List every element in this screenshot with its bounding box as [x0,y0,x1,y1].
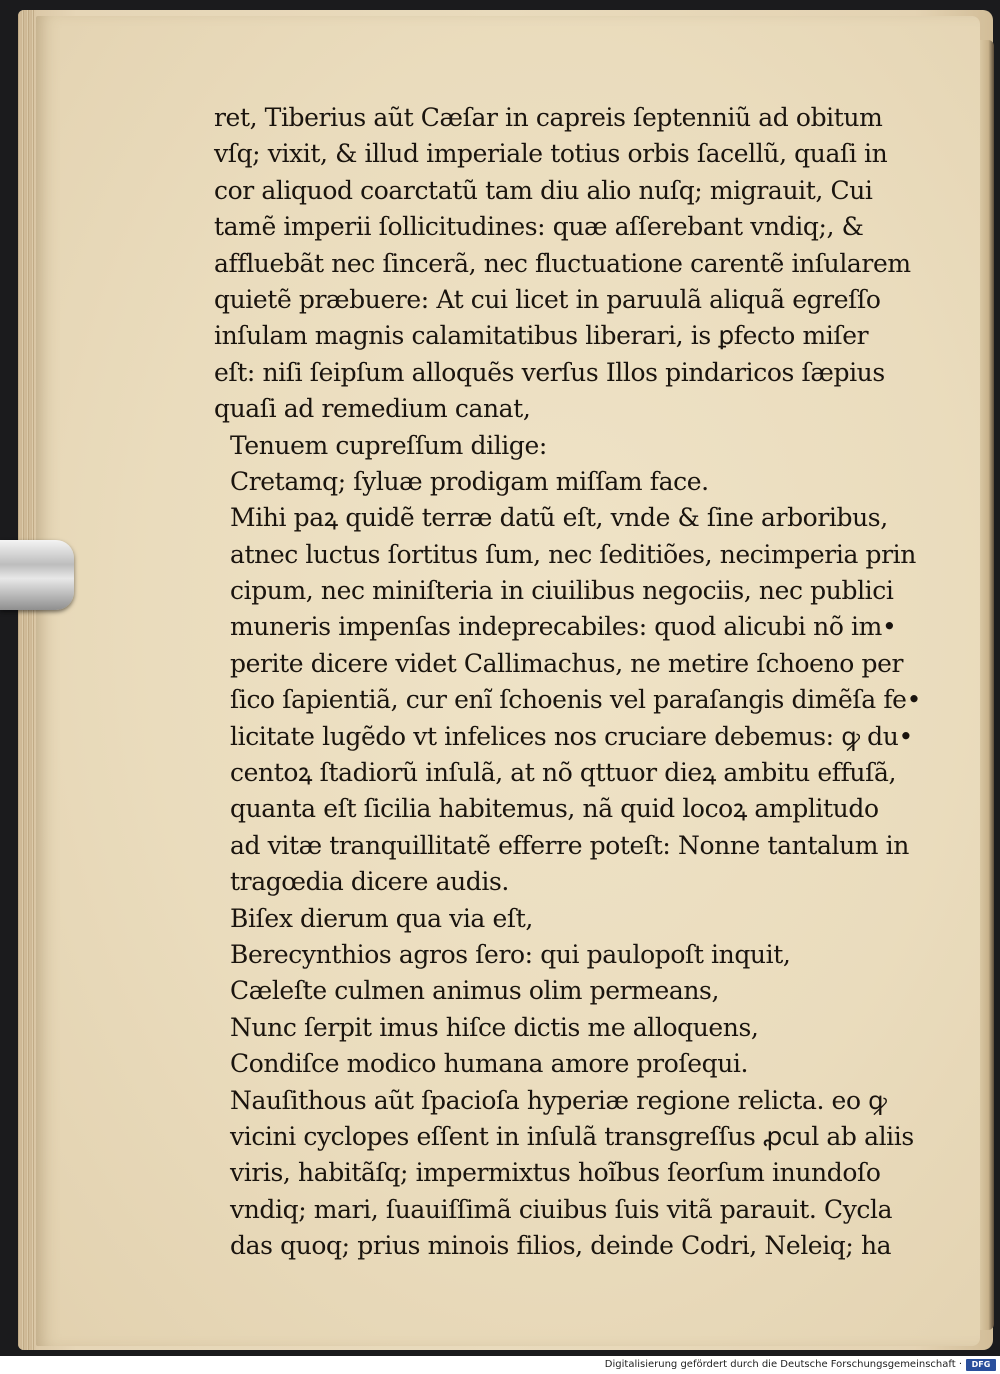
text-line: ſico ſapientiã, cur enĩ ſchoenis vel paraſangis dimẽſa fe• [230,685,921,715]
text-line: vndiq; mari, ſuauiſſimã ciuibus ſuis vitã parauit. Cycla [230,1194,893,1224]
text-line: vſq; vixit, & illud imperiale totius orbis ſacellũ, quaſi in [214,139,888,169]
page-edges [18,10,34,1350]
text-line: affluebãt nec ſincerã, nec fluctuatione carentẽ inſularem [214,248,911,278]
text-line: Mihi paꝝ quidẽ terræ datũ eſt, vnde & ſine arboribus, [230,503,888,533]
text-line: Nauſithous aũt ſpacioſa hyperiæ regione relicta. eo ꝙ [230,1085,887,1115]
text-line: Berecynthios agros ſero: qui paulopoſt inquit, [230,939,791,969]
text-line: inſulam magnis calamitatibus liberari, is ꝑfecto miſer [214,321,869,351]
text-line: vicini cyclopes eſſent in inſulã transgreſſus ꝓcul ab aliis [230,1121,914,1151]
text-line: ad vitæ tranquillitatẽ efferre poteſt: Nonne tantalum in [230,830,909,860]
text-line: licitate lugẽdo vt infelices nos cruciare debemus: ꝙ du• [230,721,913,751]
text-line: Biſex dierum qua via eſt, [230,903,533,933]
text-line: viris, habitãſq; impermixtus hoĩbus ſeorſum inundoſo [230,1158,881,1188]
text-line: atnec luctus ſortitus ſum, nec ſeditiões, necimperia prin [230,539,916,569]
text-line: tamẽ imperii ſollicitudines: quæ aſſerebant vndiq;, & [214,212,864,242]
text-line: quaſi ad remedium canat, [214,394,531,424]
text-line: ret, Tiberius aũt Cæſar in capreis ſeptenniũ ad obitum [214,103,883,132]
text-line: cor aliquod coarctatũ tam diu alio nuſq; migrauit, Cui [214,175,873,205]
text-line: quanta eſt ſicilia habitemus, nã quid locoꝝ amplitudo [230,794,879,824]
page-text [214,100,921,1265]
text-line: das quoq; prius minois filios, deinde Codri, Neleiq; ha [230,1231,892,1261]
text-line: Nunc ſerpit imus hiſce dictis me alloquens, [230,1012,759,1042]
text-line: muneris impenſas indeprecabiles: quod alicubi nõ im• [230,612,897,642]
text-line: quietẽ præbuere: At cui licet in paruulã aliquã egreſſo [214,284,881,314]
text-line: Cæleſte culmen animus olim permeans, [230,976,720,1006]
text-line: centoꝝ ſtadiorũ inſulã, at nõ qttuor dieꝝ ambitu effuſã, [230,758,897,788]
book-clip [0,540,74,610]
text-line: eſt: niſi ſeipſum alloquẽs verſus Illos pindaricos ſæpius [214,357,885,387]
text-line: perite dicere videt Callimachus, ne metire ſchoeno per [230,648,904,678]
page-right-edge [980,40,994,1330]
text-line: Cretamq; ſyluæ prodigam miſſam face. [230,466,709,496]
text-line: tragœdia dicere audis. [230,867,509,897]
text-line: Condiſce modico humana amore proſequi. [230,1049,749,1079]
text-line: Tenuem cupreſſum dilige: [230,430,547,460]
text-line: cipum, nec miniſteria in ciuilibus negociis, nec publici [230,576,894,606]
dfg-logo-icon: DFG [966,1359,996,1371]
footer-bar [0,1356,1000,1374]
footer-credit: Digitalisierung gefördert durch die Deutsche Forschungsgemeinschaft · [604,1359,962,1370]
